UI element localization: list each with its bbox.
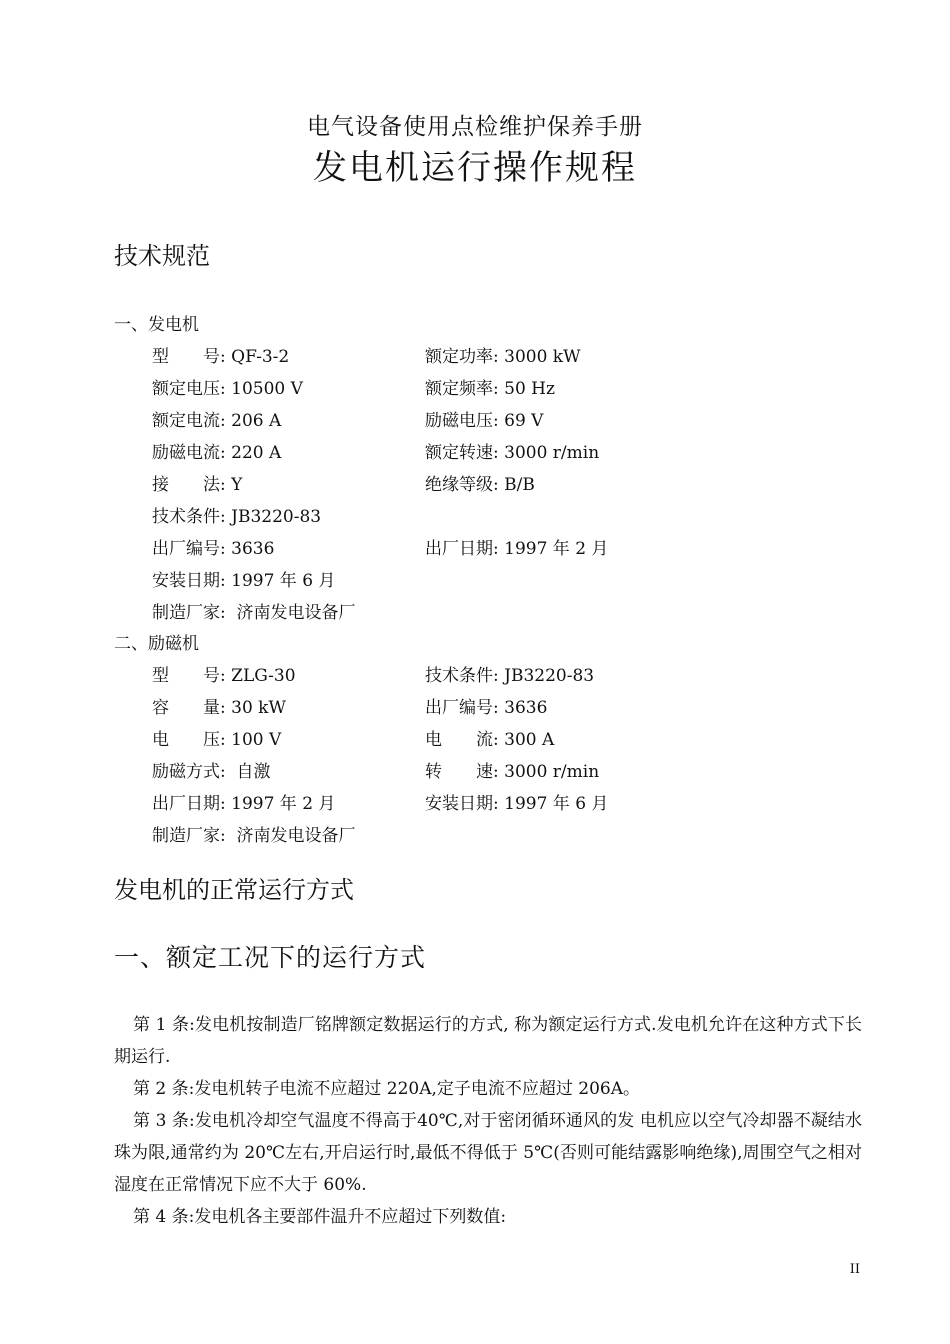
spec-value: 220 A [225,443,282,463]
article-4: 第 4 条:发电机各主要部件温升不应超过下列数值: [133,1207,507,1227]
spec-left [152,598,356,623]
spec-value: 30 kW [225,698,286,718]
manual-title: 电气设备使用点检维护保养手册 [307,114,643,140]
spec-label: 制造厂家: [152,826,226,846]
spec-value: 济南发电设备厂 [225,603,356,623]
spec-right [425,406,543,431]
articles-body [114,1009,862,1233]
spec-left [152,534,274,559]
spec-label: 励磁电压: [425,411,499,431]
page-number: II [849,1262,860,1277]
spec-value: Y [225,475,243,495]
article-2: 第 2 条:发电机转子电流不应超过 220A,定子电流不应超过 206A。 [133,1079,641,1099]
spec-left [152,374,303,399]
spec-label: 额定转速: [425,443,499,463]
document-title: 发电机运行操作规程 [313,148,637,188]
spec-value: 206 A [225,411,282,431]
spec-label: 制造厂家: [152,603,226,623]
spec-label: 安装日期: [152,571,226,591]
spec-right [425,470,535,495]
spec-value: 1997 年 6 月 [225,571,336,591]
spec-label: 出厂编号: [152,539,226,559]
article-3: 第 3 条:发电机冷却空气温度不得高于40℃,对于密闭循环通风的发 电机应以空气冷却器不凝结水珠为限,通常约为 20℃左右,开启运行时,最低不得低于 5℃(否则可能结露影响绝缘),周围空气之相对湿度在正常情况下应不大于 60%. [114,1111,862,1195]
spec-right [425,757,599,782]
section-heading-rated-condition: 一、额定工况下的运行方式 [114,943,427,972]
spec-value: 300 A [498,730,555,750]
spec-label: 额定电压: [152,379,226,399]
spec-value: 3000 r/min [498,443,600,463]
spec-label: 励磁方式: [152,762,226,782]
spec-value: 50 Hz [498,379,555,399]
spec-label: 容 量: [152,698,226,718]
spec-label: 电 流: [425,730,499,750]
spec-left [152,502,321,527]
spec-left [152,693,286,718]
spec-value: JB3220-83 [498,666,595,686]
exciter-heading: 二、励磁机 [114,634,199,654]
spec-value: QF-3-2 [225,347,290,367]
spec-label: 技术条件: [152,507,226,527]
spec-right [425,693,547,718]
spec-left [152,661,296,686]
spec-value: ZLG-30 [225,666,296,686]
spec-value: 自激 [225,762,271,782]
spec-left [152,789,335,814]
spec-value: 1997 年 6 月 [498,794,609,814]
generator-heading: 一、发电机 [114,315,199,335]
spec-label: 出厂日期: [425,539,499,559]
spec-right [425,725,554,750]
spec-value: JB3220-83 [225,507,322,527]
section-heading-normal-operation: 发电机的正常运行方式 [114,876,354,904]
spec-right [425,661,594,686]
spec-label: 额定功率: [425,347,499,367]
spec-left [152,438,281,463]
spec-value: 济南发电设备厂 [225,826,356,846]
spec-right [425,534,608,559]
article-1: 第 1 条:发电机按制造厂铭牌额定数据运行的方式, 称为额定运行方式.发电机允许在这种方式下长期运行. [114,1015,862,1067]
spec-value: 3636 [498,698,548,718]
spec-right [425,342,581,367]
spec-left [152,566,335,591]
spec-value: B/B [498,475,535,495]
spec-label: 型 号: [152,347,226,367]
section-heading-tech-spec: 技术规范 [114,242,210,270]
spec-right [425,789,608,814]
spec-left [152,757,271,782]
spec-label: 型 号: [152,666,226,686]
spec-left [152,725,281,750]
spec-right [425,374,555,399]
spec-value: 69 V [498,411,544,431]
spec-left [152,406,281,431]
spec-label: 绝缘等级: [425,475,499,495]
spec-value: 100 V [225,730,282,750]
spec-label: 励磁电流: [152,443,226,463]
spec-label: 额定频率: [425,379,499,399]
spec-value: 1997 年 2 月 [498,539,609,559]
spec-label: 转 速: [425,762,499,782]
spec-label: 电 压: [152,730,226,750]
spec-value: 1997 年 2 月 [225,794,336,814]
spec-value: 3000 r/min [498,762,600,782]
spec-left [152,821,356,846]
spec-value: 3636 [225,539,275,559]
spec-left [152,470,242,495]
spec-value: 3000 kW [498,347,581,367]
spec-label: 额定电流: [152,411,226,431]
spec-label: 安装日期: [425,794,499,814]
spec-left [152,342,289,367]
spec-value: 10500 V [225,379,303,399]
spec-label: 出厂编号: [425,698,499,718]
spec-label: 出厂日期: [152,794,226,814]
spec-label: 技术条件: [425,666,499,686]
spec-right [425,438,599,463]
spec-label: 接 法: [152,475,226,495]
